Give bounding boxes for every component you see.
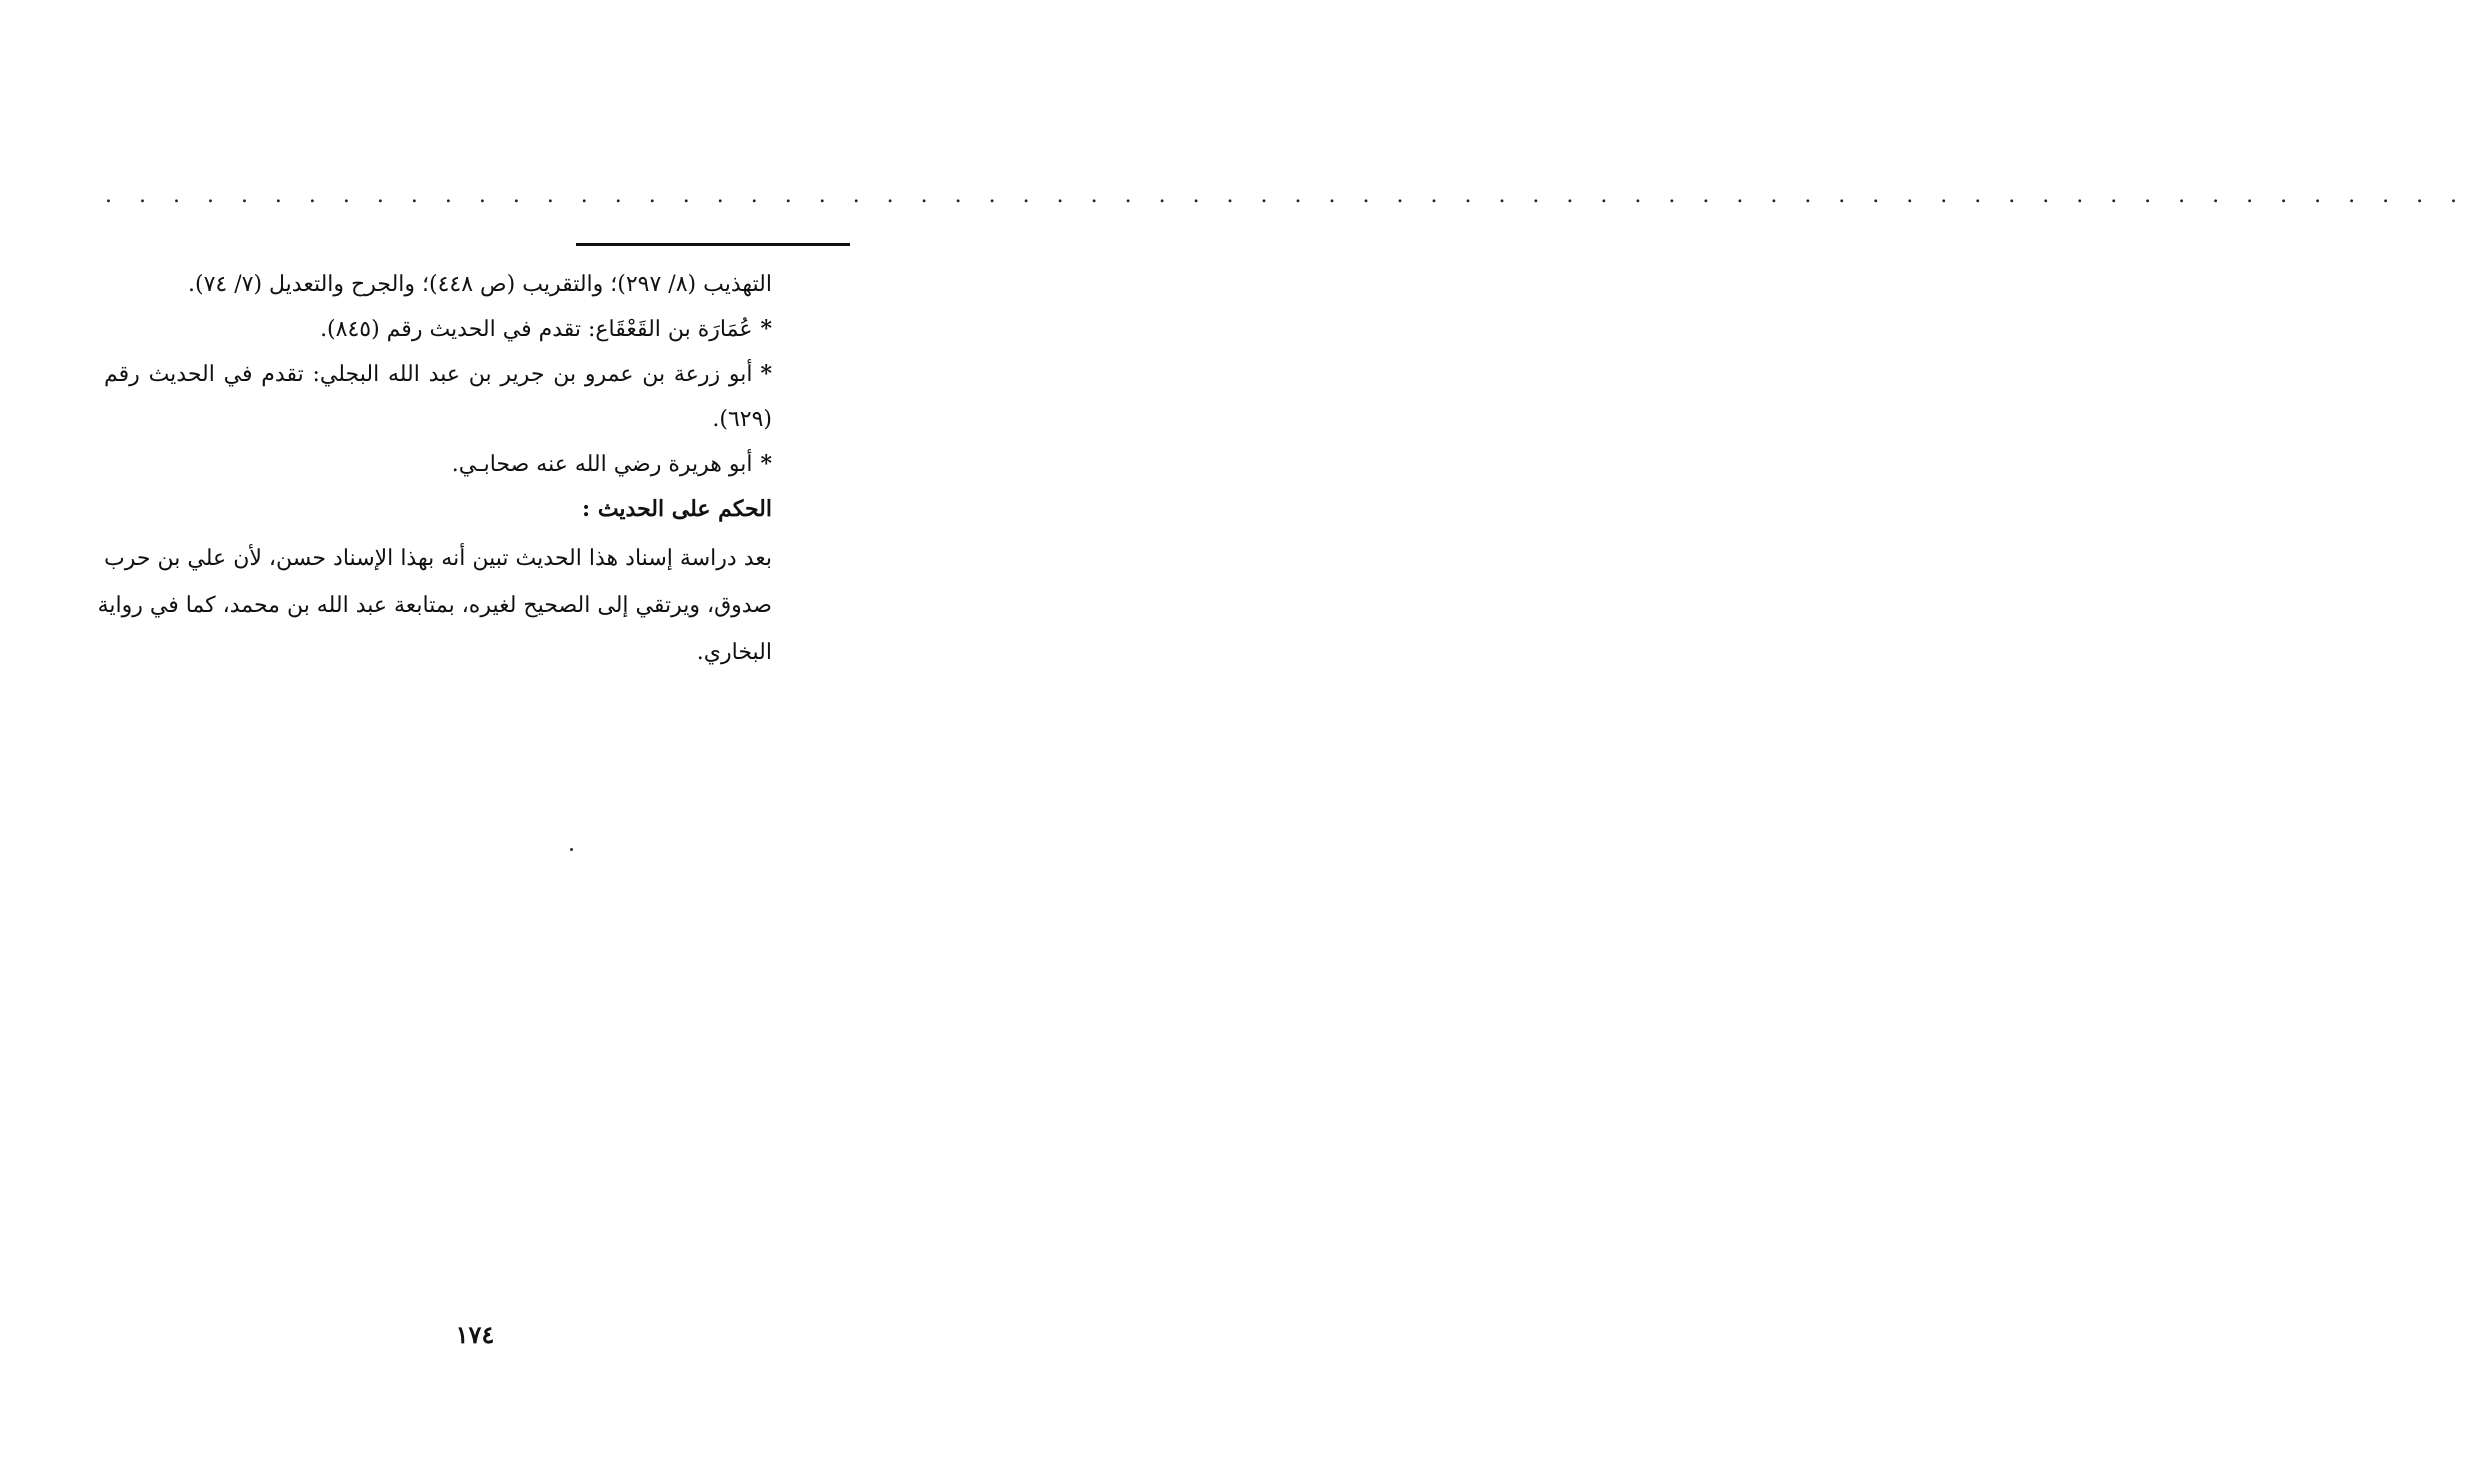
narrator-item-1-text: عُمَارَة بن القَعْقَاع: تقدم في الحديث رقم (٨٤٥). (320, 317, 753, 342)
ruling-line-1: بعد دراسة إسناد هذا الحديث تبين أنه بهذا الإسناد حسن، لأن علي بن حرب (104, 546, 772, 571)
footnote-sources-line: التهذيب (٨/ ٢٩٧)؛ والتقريب (ص ٤٤٨)؛ والجرح والتعديل (٧/ ٧٤). (187, 272, 772, 297)
page-number: ١٧٤ (455, 1320, 495, 1349)
ruling-heading: الحكم على الحديث : (582, 496, 772, 522)
narrator-item-2-text: أبو زرعة بن عمرو بن جرير بن عبد الله البجلي: تقدم في الحديث رقم (104, 362, 753, 387)
ruling-line-3: البخاري. (696, 640, 772, 665)
bullet-star: * (760, 451, 772, 477)
bullet-star: * (760, 316, 772, 342)
ruling-line-2: صدوق، ويرتقي إلى الصحيح لغيره، بمتابعة عبد الله بن محمد، كما في رواية (97, 593, 772, 618)
ruling-paragraph (97, 535, 772, 676)
narrator-item-2-continuation: (٦٢٩). (712, 407, 772, 432)
narrator-item-1 (104, 307, 772, 352)
footnote-rule (576, 243, 850, 246)
narrator-item-2 (104, 352, 772, 397)
narrator-item-3-text: أبو هريرة رضي الله عنه صحابـي. (451, 452, 753, 477)
narrator-item-3 (104, 442, 772, 487)
bullet-star: * (760, 361, 772, 387)
dotted-separator: . . . . . . . . . . . . . . . . . . . . . . . . . . . . . . . . . . . . . . . . . . . . . . . . . . . . . . . . . . . . . . . . . . . . . . (105, 183, 2467, 208)
page-body (97, 262, 772, 676)
stray-dot (570, 848, 573, 851)
